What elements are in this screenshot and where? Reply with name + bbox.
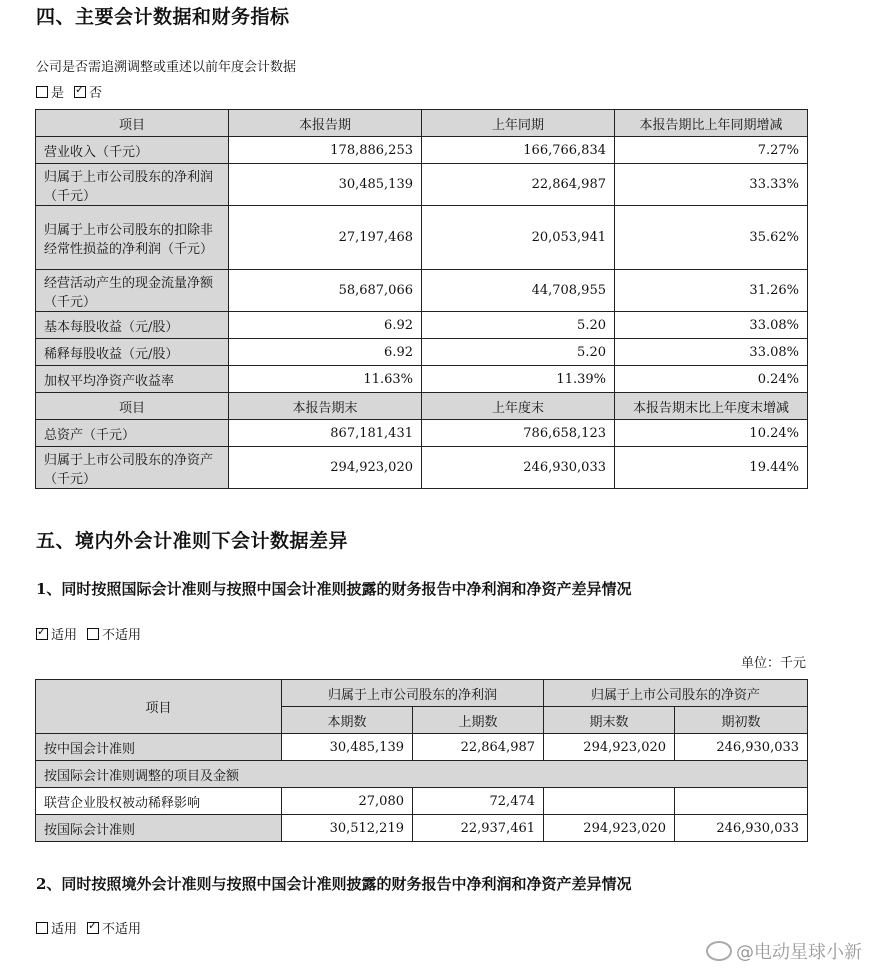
cell: 246,930,033	[422, 447, 615, 489]
table-row	[36, 788, 808, 815]
cell: 294,923,020	[544, 815, 675, 842]
option-applicable-label: 适用	[51, 628, 78, 643]
cell	[675, 788, 808, 815]
checkbox-yes[interactable]	[36, 86, 48, 98]
option-not-applicable-label: 不适用	[102, 922, 142, 937]
row-label: 加权平均净资产收益率	[36, 366, 229, 393]
cell: 5.20	[422, 339, 615, 366]
table-row	[36, 447, 808, 489]
cell: 33.08%	[615, 312, 808, 339]
header-cell: 本报告期比上年同期增减	[615, 110, 808, 137]
row-label: 按国际会计准则调整的项目及金额	[36, 761, 808, 788]
row-label: 基本每股收益（元/股）	[36, 312, 229, 339]
header-cell: 上年同期	[422, 110, 615, 137]
cell: 27,080	[282, 788, 413, 815]
option-no-label: 否	[89, 86, 103, 101]
checkbox-not-applicable-2[interactable]	[87, 922, 99, 934]
header-cell: 本报告期	[229, 110, 422, 137]
table-header-row	[36, 110, 808, 137]
header-cell: 项目	[36, 110, 229, 137]
watermark-text: @电动星球小新	[736, 942, 862, 963]
checkbox-applicable-2[interactable]	[36, 922, 48, 934]
cell: 7.27%	[615, 137, 808, 164]
table-header-row	[36, 393, 808, 420]
cell: 20,053,941	[422, 206, 615, 270]
cell: 166,766,834	[422, 137, 615, 164]
cell: 72,474	[413, 788, 544, 815]
row-label: 联营企业股权被动稀释影响	[36, 788, 282, 815]
cell: 178,886,253	[229, 137, 422, 164]
cell: 31.26%	[615, 270, 808, 312]
header-cell: 上年度末	[422, 393, 615, 420]
cell: 30,485,139	[229, 164, 422, 206]
cell: 27,197,468	[229, 206, 422, 270]
table-row	[36, 761, 808, 788]
unit-label: 单位：千元	[740, 656, 806, 671]
table-row	[36, 366, 808, 393]
cell: 246,930,033	[675, 734, 808, 761]
header-cell: 项目	[36, 393, 229, 420]
section4-title: 四、主要会计数据和财务指标	[36, 6, 290, 28]
restatement-note: 公司是否需追溯调整或重述以前年度会计数据	[36, 60, 297, 75]
subsection1-options	[36, 624, 151, 643]
header-cell: 归属于上市公司股东的净利润	[282, 680, 544, 707]
table-row	[36, 270, 808, 312]
table-row	[36, 164, 808, 206]
table-row	[36, 734, 808, 761]
cell: 22,864,987	[413, 734, 544, 761]
header-cell: 项目	[36, 680, 282, 734]
key-financials-table	[35, 109, 808, 489]
row-label: 总资产（千元）	[36, 420, 229, 447]
row-label: 归属于上市公司股东的净利润（千元）	[36, 164, 229, 206]
cell: 30,512,219	[282, 815, 413, 842]
subsection1-title: 1、同时按照国际会计准则与按照中国会计准则披露的财务报告中净利润和净资产差异情况	[36, 580, 632, 598]
table-row	[36, 206, 808, 270]
cell: 246,930,033	[675, 815, 808, 842]
cell: 6.92	[229, 339, 422, 366]
table-row	[36, 137, 808, 164]
cell	[544, 788, 675, 815]
cell: 5.20	[422, 312, 615, 339]
table-row	[36, 312, 808, 339]
cell: 44,708,955	[422, 270, 615, 312]
accounting-difference-table	[35, 679, 808, 842]
cell: 294,923,020	[544, 734, 675, 761]
row-label: 归属于上市公司股东的扣除非经常性损益的净利润（千元）	[36, 206, 229, 270]
checkbox-not-applicable[interactable]	[87, 628, 99, 640]
cell: 35.62%	[615, 206, 808, 270]
table-row	[36, 339, 808, 366]
option-applicable-label: 适用	[51, 922, 78, 937]
table-header-row	[36, 680, 808, 707]
header-cell: 期初数	[675, 707, 808, 734]
cell: 0.24%	[615, 366, 808, 393]
watermark	[706, 938, 862, 964]
header-cell: 期末数	[544, 707, 675, 734]
cell: 11.63%	[229, 366, 422, 393]
option-not-applicable-label: 不适用	[102, 628, 142, 643]
cell: 33.08%	[615, 339, 808, 366]
cell: 22,864,987	[422, 164, 615, 206]
row-label: 经营活动产生的现金流量净额（千元）	[36, 270, 229, 312]
row-label: 稀释每股收益（元/股）	[36, 339, 229, 366]
row-label: 营业收入（千元）	[36, 137, 229, 164]
restatement-options	[36, 82, 112, 101]
header-cell: 本报告期末比上年度末增减	[615, 393, 808, 420]
cell: 786,658,123	[422, 420, 615, 447]
row-label: 按中国会计准则	[36, 734, 282, 761]
cell: 22,937,461	[413, 815, 544, 842]
row-label: 按国际会计准则	[36, 815, 282, 842]
cell: 6.92	[229, 312, 422, 339]
cell: 10.24%	[615, 420, 808, 447]
header-cell: 本期数	[282, 707, 413, 734]
cell: 30,485,139	[282, 734, 413, 761]
table-row	[36, 815, 808, 842]
checkbox-applicable[interactable]	[36, 628, 48, 640]
cell: 19.44%	[615, 447, 808, 489]
cell: 294,923,020	[229, 447, 422, 489]
subsection2-title: 2、同时按照境外会计准则与按照中国会计准则披露的财务报告中净利润和净资产差异情况	[36, 875, 632, 893]
cell: 58,687,066	[229, 270, 422, 312]
cell: 33.33%	[615, 164, 808, 206]
table-row	[36, 420, 808, 447]
row-label: 归属于上市公司股东的净资产（千元）	[36, 447, 229, 489]
weibo-icon	[706, 941, 732, 961]
option-yes-label: 是	[51, 86, 65, 101]
cell: 867,181,431	[229, 420, 422, 447]
checkbox-no[interactable]	[74, 86, 86, 98]
header-cell: 上期数	[413, 707, 544, 734]
subsection2-options	[36, 918, 151, 937]
cell: 11.39%	[422, 366, 615, 393]
header-cell: 归属于上市公司股东的净资产	[544, 680, 808, 707]
section5-title: 五、境内外会计准则下会计数据差异	[36, 530, 349, 552]
header-cell: 本报告期末	[229, 393, 422, 420]
